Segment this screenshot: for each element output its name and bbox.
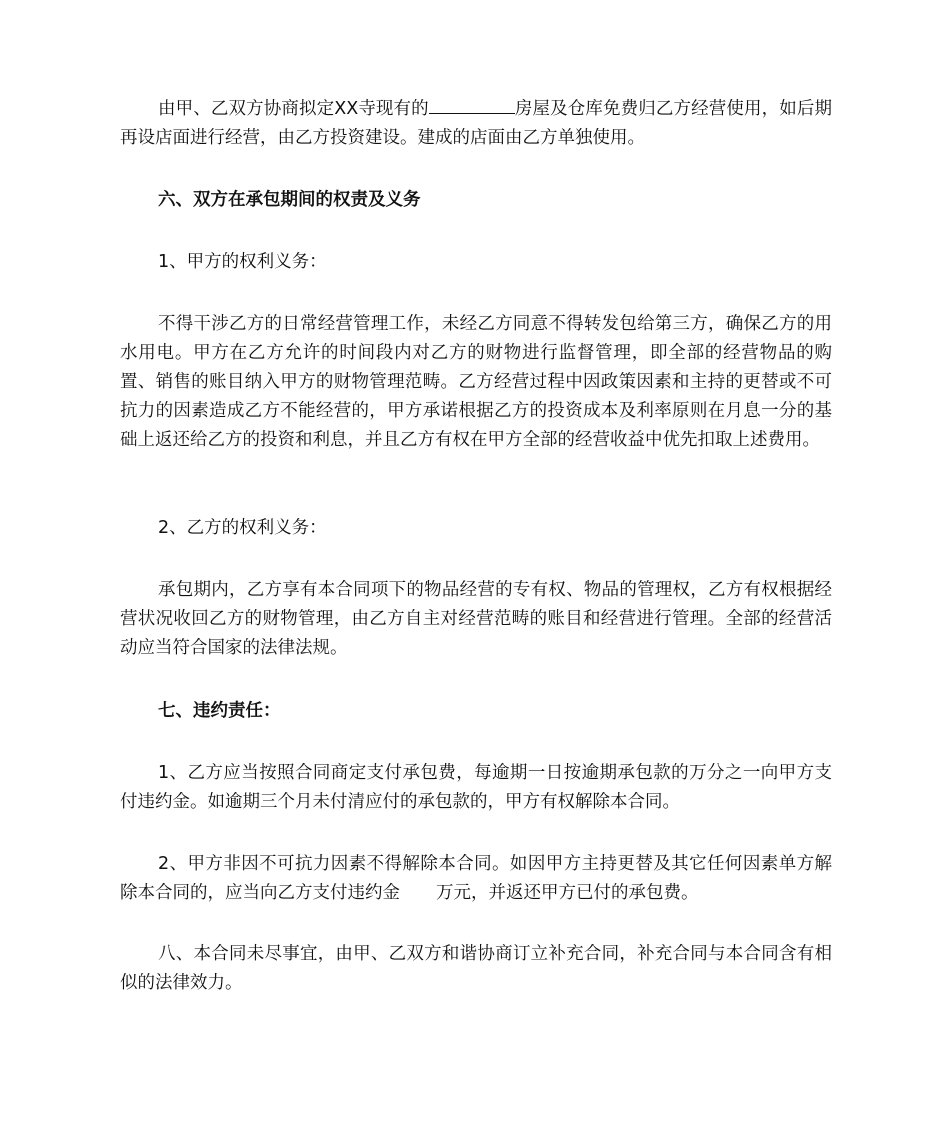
section-heading-6: 六、双方在承包期间的权责及义务 [158, 190, 421, 210]
paragraph-party-b-duties: 承包期内，乙方享有本合同项下的物品经营的专有权、物品的管理权，乙方有权根据经营状况收回乙方的财物管理，由乙方自主对经营范畴的账目和经营进行管理。全部的经营活动应当符合国家的法律法规。 [120, 580, 832, 658]
paragraph-supplementary: 八、本合同未尽事宜，由甲、乙双方和谐协商订立补充合同，补充合同与本合同含有相似的法律效力。 [120, 944, 832, 993]
premises-blank-line [429, 112, 515, 114]
premises-text-start: 由甲、乙双方协商拟定XX寺现有的 [158, 99, 429, 119]
section-heading-7: 七、违约责任： [158, 701, 281, 721]
subheading-party-b: 2、乙方的权利义务： [158, 518, 327, 538]
paragraph-breach-1: 1、乙方应当按照合同商定支付承包费，每逾期一日按逾期承包款的万分之一向甲方支付违约金。如逾期三个月未付清应付的承包款的，甲方有权解除本合同。 [120, 763, 832, 812]
paragraph-premises [120, 95, 832, 153]
premises-text-end: 房屋及仓库免费归乙方经营使用，如后期再设店面进行经营，由乙方投资建设。建成的店面由乙方单独使用。 [120, 99, 833, 148]
paragraph-party-a-duties: 不得干涉乙方的日常经营管理工作，未经乙方同意不得转发包给第三方，确保乙方的用水用电。甲方在乙方允许的时间段内对乙方的财物进行监督管理，即全部的经营物品的购置、销售的账目纳入甲方的财物管理范畴。乙方经营过程中因政策因素和主持的更替或不可抗力的因素造成乙方不能经营的，甲方承诺根据乙方的投资成本及利率原则在月息一分的基础上返还给乙方的投资和利息，并且乙方有权在甲方全部的经营收益中优先扣取上述费用。 [120, 314, 832, 450]
subheading-party-a: 1、甲方的权利义务： [158, 252, 327, 272]
paragraph-breach-2 [120, 850, 832, 908]
breach-2-text-start: 2、甲方非因不可抗力因素不得解除本合同。如因甲方主持更替及其它任何因素单方解除本合同的，应当向乙方支付违约金 [120, 854, 832, 903]
breach-2-text-end: 万元，并返还甲方已付的承包费。 [436, 883, 699, 903]
